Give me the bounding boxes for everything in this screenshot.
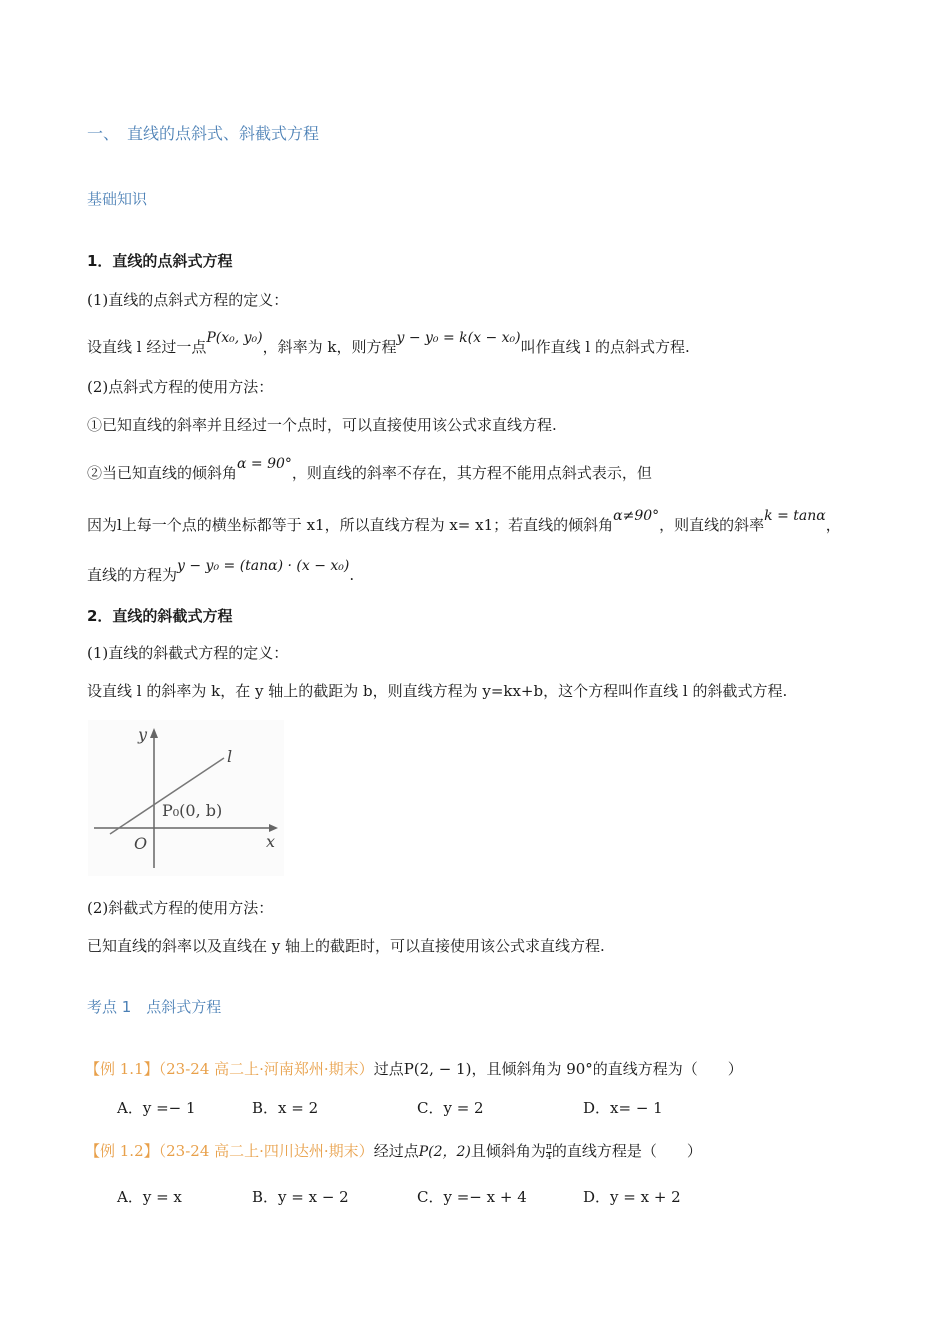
- example-question-text: 经过点: [373, 1142, 419, 1160]
- slope-intercept-usage-label: (2)斜截式方程的使用方法：: [87, 899, 274, 917]
- text-segment: .: [349, 566, 355, 584]
- text-segment: ，斜率为 k，则方程: [262, 338, 397, 356]
- text-segment: ，则直线的斜率: [659, 516, 765, 534]
- point-p-2-2: P(2，2): [418, 1144, 471, 1160]
- text-segment: 直线的方程为: [87, 566, 178, 584]
- slope-intercept-usage-text: 已知直线的斜率以及直线在 y 轴上的截距时，可以直接使用该公式求直线方程.: [87, 937, 605, 955]
- usage-item-2-equation: [87, 558, 355, 586]
- origin-label: O: [134, 834, 148, 853]
- example-1-2-option-b[interactable]: B．y = x − 2: [252, 1188, 349, 1206]
- point-slope-definition-text: [87, 330, 690, 358]
- basic-knowledge-heading: 基础知识: [87, 190, 148, 208]
- example-1-1-question: [85, 1059, 743, 1079]
- tan-alpha-equation: y − y₀ = (tanα) · (x − x₀): [177, 558, 350, 574]
- point-slope-equation: y − y₀ = k(x − x₀): [396, 330, 521, 346]
- fraction-numerator: π: [545, 1141, 552, 1152]
- y-axis-label: y: [138, 725, 148, 744]
- slope-intercept-definition-label: (1)直线的斜截式方程的定义：: [87, 644, 289, 662]
- example-1-2-question: [85, 1141, 702, 1162]
- example-question-text: 且倾斜角为: [470, 1142, 546, 1160]
- point-slope-usage-label: (2)点斜式方程的使用方法：: [87, 378, 274, 396]
- example-source: （23-24 高二上·河南郑州·期末）: [158, 1060, 374, 1078]
- alpha-eq-90-formula: α = 90°: [237, 456, 292, 472]
- key-point-1-heading: 考点 1 点斜式方程: [87, 998, 222, 1016]
- heading-point-slope: 1．直线的点斜式方程: [87, 252, 233, 270]
- heading-slope-intercept: 2．直线的斜截式方程: [87, 607, 233, 625]
- example-1-2-option-a[interactable]: A．y = x: [117, 1188, 182, 1206]
- usage-item-2: [87, 456, 652, 484]
- text-segment: ，: [825, 516, 841, 534]
- k-tan-alpha-formula: k = tanα: [764, 508, 826, 524]
- line-l-label: l: [227, 747, 233, 766]
- x-axis-label: x: [266, 832, 276, 851]
- point-p0-label: P₀(0, b): [162, 801, 223, 820]
- usage-item-2-continued: [87, 508, 841, 536]
- example-source: （23-24 高二上·四川达州·期末）: [158, 1142, 374, 1160]
- example-1-1-option-d[interactable]: D．x= − 1: [583, 1099, 663, 1117]
- example-1-1-option-b[interactable]: B．x = 2: [252, 1099, 319, 1117]
- point-slope-definition-label: (1)直线的点斜式方程的定义：: [87, 291, 289, 309]
- example-1-2-option-d[interactable]: D．y = x + 2: [583, 1188, 681, 1206]
- example-question-text: 过点P(2, − 1)，且倾斜角为 90°的直线方程为（ ）: [373, 1060, 743, 1078]
- section-title: 一、 直线的点斜式、斜截式方程: [87, 124, 320, 143]
- text-segment: ②当已知直线的倾斜角: [87, 464, 238, 482]
- example-1-1-option-a[interactable]: A．y =− 1: [117, 1099, 196, 1117]
- text-segment: 因为l上每一个点的横坐标都等于 x1，所以直线方程为 x= x1；若直线的倾斜角: [87, 516, 614, 534]
- example-tag: 【例 1.1】: [85, 1060, 159, 1078]
- example-tag: 【例 1.2】: [85, 1142, 159, 1160]
- text-segment: 叫作直线 l 的点斜式方程.: [520, 338, 690, 356]
- usage-item-1: ①已知直线的斜率并且经过一个点时，可以直接使用该公式求直线方程.: [87, 416, 557, 434]
- alpha-neq-90-formula: α≠90°: [613, 508, 660, 524]
- text-segment: 设直线 l 经过一点: [87, 338, 207, 356]
- figure-background: [88, 720, 284, 876]
- slope-intercept-definition-text: 设直线 l 的斜率为 k，在 y 轴上的截距为 b，则直线方程为 y=kx+b，这个方程叫作直线 l 的斜截式方程.: [87, 682, 788, 700]
- slope-intercept-figure: [88, 720, 284, 876]
- example-1-2-option-c[interactable]: C．y =− x + 4: [417, 1188, 527, 1206]
- point-p-formula: P(x₀, y₀): [206, 330, 263, 346]
- fraction-denominator: 4: [545, 1151, 552, 1162]
- text-segment: ，则直线的斜率不存在，其方程不能用点斜式表示，但: [291, 464, 652, 482]
- example-1-1-option-c[interactable]: C．y = 2: [417, 1099, 484, 1117]
- example-question-text: 的直线方程是（ ）: [551, 1142, 702, 1160]
